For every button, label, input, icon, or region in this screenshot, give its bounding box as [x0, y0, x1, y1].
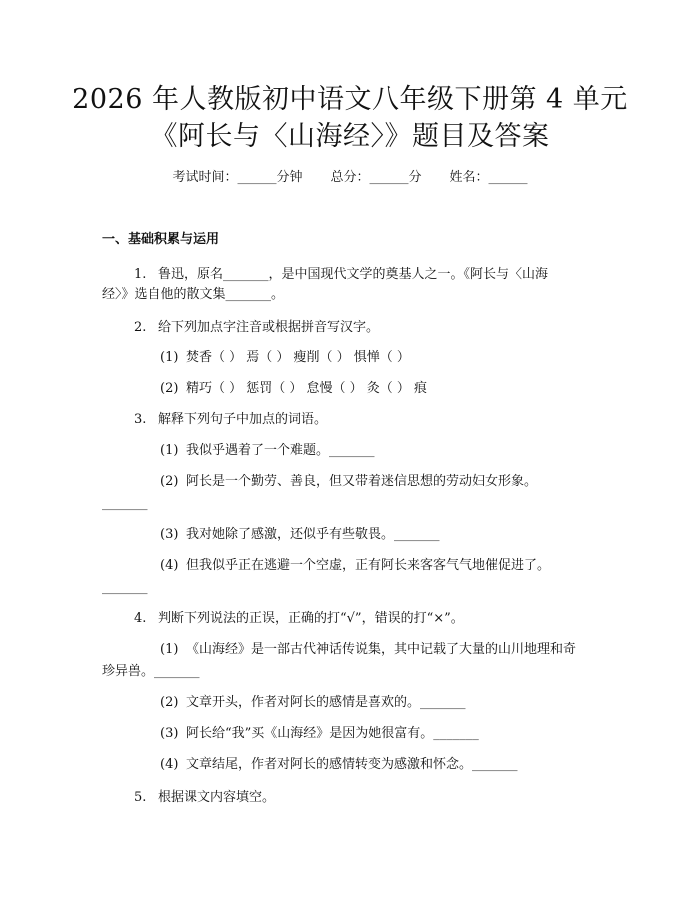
question-3-number: 3. [134, 412, 147, 427]
question-5-text: 根据课文内容填空。 [158, 790, 276, 805]
question-3-item-4 [160, 556, 550, 576]
student-name-field: 姓名：______ [449, 170, 528, 185]
page-title-line-1: 2026 年人教版初中语文八年级下册第 4 单元 [72, 84, 628, 115]
question-4-item-3-number: (3) [160, 726, 179, 741]
question-3-item-1-text: 我似乎遇着了一个难题。_______ [186, 443, 375, 458]
question-2-item-1-number: (1) [160, 350, 179, 365]
question-3-item-4-text: 但我似乎正在逃避一个空虚，正有阿长来客客气气地催促进了。 [186, 558, 551, 573]
question-4-item-2-text: 文章开头，作者对阿长的感情是喜欢的。_______ [186, 695, 466, 710]
question-4-text: 判断下列说法的正误，正确的打“√”，错误的打“×”。 [158, 611, 464, 626]
question-3-item-2-text: 阿长是一个勤劳、善良，但又带着迷信思想的劳动妇女形象。 [186, 474, 538, 489]
question-5 [134, 788, 275, 808]
question-1-line-1 [134, 265, 548, 285]
page-title-line-2: 《阿长与〈山海经〉》题目及答案 [150, 121, 550, 152]
question-5-number: 5. [134, 790, 147, 805]
question-4-item-4-text: 文章结尾，作者对阿长的感情转变为感激和怀念。_______ [186, 757, 518, 772]
question-1-number: 1. [134, 267, 147, 282]
question-4-item-2 [160, 693, 466, 713]
question-3-item-2-number: (2) [160, 474, 179, 489]
question-2-item-2 [160, 379, 427, 399]
question-3 [134, 410, 327, 430]
question-3-item-4-number: (4) [160, 558, 179, 573]
question-2-item-2-number: (2) [160, 381, 179, 396]
question-2-text: 给下列加点字注音或根据拼音写汉字。 [158, 320, 380, 335]
question-3-item-3 [160, 525, 440, 545]
question-3-item-3-text: 我对她除了感激，还似乎有些敬畏。_______ [186, 527, 440, 542]
question-1-line-2: 经〉》选自他的散文集_______。 [102, 287, 285, 302]
question-4-item-4-number: (4) [160, 757, 179, 772]
question-4-number: 4. [134, 611, 147, 626]
question-4-item-3-text: 阿长给“我”买《山海经》是因为她很富有。_______ [186, 726, 479, 741]
question-4-item-1-number: (1) [160, 642, 179, 657]
question-2-item-2-text: 精巧（ ） 惩罚（ ） 怠慢（ ） 灸（ ） 痕 [186, 381, 428, 396]
section-heading-basics: 一、基础积累与运用 [102, 232, 220, 247]
question-4-item-1-continuation: 珍异兽。_______ [102, 664, 200, 679]
question-2-item-1-text: 焚香（ ） 焉（ ） 瘦削（ ） 惧惮（ ） [186, 350, 410, 365]
question-3-item-3-number: (3) [160, 527, 179, 542]
exam-time-field: 考试时间：______分钟 [172, 170, 303, 185]
exam-meta [0, 168, 700, 188]
question-2-number: 2. [134, 320, 147, 335]
question-3-item-1 [160, 441, 375, 461]
question-2 [134, 318, 379, 338]
question-3-item-2-blank: _______ [102, 496, 148, 511]
question-1-text: 鲁迅，原名_______，是中国现代文学的奠基人之一。《阿长与〈山海 [158, 267, 549, 282]
question-4-item-1-text: 《山海经》是一部古代神话传说集，其中记载了大量的山川地理和奇 [186, 642, 577, 657]
question-3-item-2 [160, 472, 537, 492]
question-3-item-1-number: (1) [160, 443, 179, 458]
total-score-field: 总分：______分 [330, 170, 422, 185]
question-3-text: 解释下列句子中加点的词语。 [158, 412, 328, 427]
question-3-item-4-blank: _______ [102, 580, 148, 595]
question-4-item-1 [160, 640, 576, 660]
question-4 [134, 609, 464, 629]
question-4-item-4 [160, 755, 518, 775]
question-2-item-1 [160, 348, 410, 368]
question-4-item-3 [160, 724, 479, 744]
question-4-item-2-number: (2) [160, 695, 179, 710]
